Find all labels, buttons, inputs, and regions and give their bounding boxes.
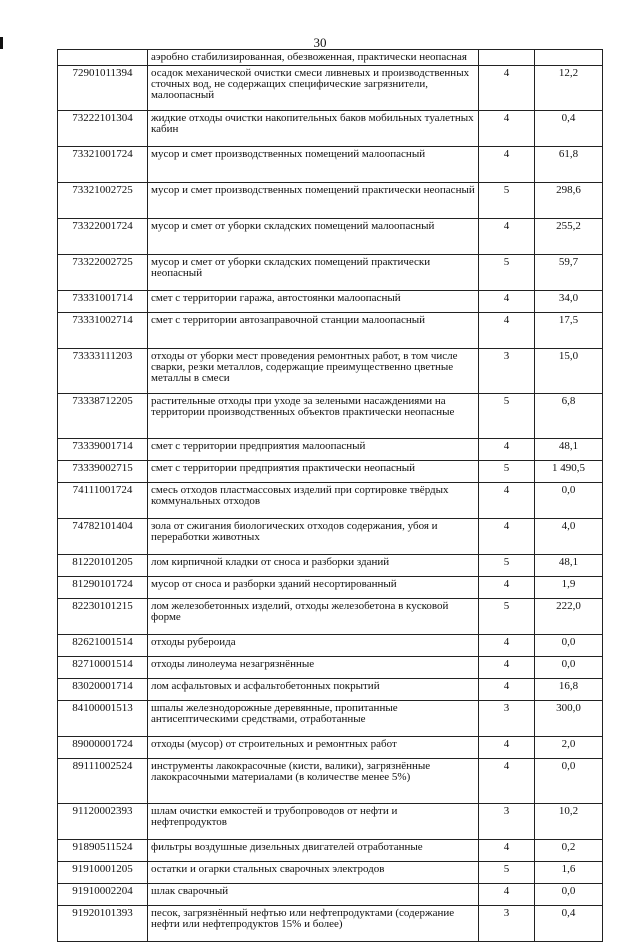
hazard-class-cell: 5 bbox=[479, 183, 535, 219]
amount-cell: 298,6 bbox=[535, 183, 603, 219]
hazard-class-cell: 5 bbox=[479, 862, 535, 884]
hazard-class-cell: 5 bbox=[479, 599, 535, 635]
table-row bbox=[58, 255, 603, 291]
amount-cell: 17,5 bbox=[535, 313, 603, 349]
waste-name-cell: фильтры воздушные дизельных двигателей отработанные bbox=[148, 840, 479, 862]
waste-code-cell: 84100001513 bbox=[58, 701, 148, 737]
waste-name-cell: шпалы железнодорожные деревянные, пропитанные антисептическими средствами, отработанные bbox=[148, 701, 479, 737]
waste-name-cell: зола от сжигания биологических отходов содержания, убоя и переработки животных bbox=[148, 519, 479, 555]
waste-code-cell: 73322002725 bbox=[58, 255, 148, 291]
waste-code-cell: 73222101304 bbox=[58, 111, 148, 147]
amount-cell: 34,0 bbox=[535, 291, 603, 313]
waste-name-cell: мусор и смет от уборки складских помещений малоопасный bbox=[148, 219, 479, 255]
hazard-class-cell: 4 bbox=[479, 147, 535, 183]
table-row bbox=[58, 461, 603, 483]
hazard-class-cell: 4 bbox=[479, 657, 535, 679]
hazard-class-cell: 4 bbox=[479, 313, 535, 349]
hazard-class-cell: 4 bbox=[479, 840, 535, 862]
table-row bbox=[58, 555, 603, 577]
hazard-class-cell: 5 bbox=[479, 461, 535, 483]
waste-code-cell: 81290101724 bbox=[58, 577, 148, 599]
waste-code-cell: 73333111203 bbox=[58, 349, 148, 394]
table-row bbox=[58, 313, 603, 349]
waste-name-cell: песок, загрязнённый нефтью или нефтепродуктами (содержание нефти или нефтепродуктов 15% и более) bbox=[148, 906, 479, 942]
waste-name-cell: лом асфальтовых и асфальтобетонных покрытий bbox=[148, 679, 479, 701]
waste-name-cell: аэробно стабилизированная, обезвоженная, практически неопасная bbox=[148, 50, 479, 66]
waste-code-cell: 91910002204 bbox=[58, 884, 148, 906]
table-row bbox=[58, 701, 603, 737]
amount-cell: 59,7 bbox=[535, 255, 603, 291]
table-row bbox=[58, 679, 603, 701]
waste-name-cell: мусор и смет от уборки складских помещений практически неопасный bbox=[148, 255, 479, 291]
waste-code-cell: 73331002714 bbox=[58, 313, 148, 349]
waste-name-cell: отходы (мусор) от строительных и ремонтных работ bbox=[148, 737, 479, 759]
waste-name-cell: жидкие отходы очистки накопительных баков мобильных туалетных кабин bbox=[148, 111, 479, 147]
waste-name-cell: смет с территории предприятия малоопасный bbox=[148, 439, 479, 461]
amount-cell: 0,2 bbox=[535, 840, 603, 862]
table-row bbox=[58, 394, 603, 439]
waste-name-cell: остатки и огарки стальных сварочных электродов bbox=[148, 862, 479, 884]
waste-code-cell: 74111001724 bbox=[58, 483, 148, 519]
amount-cell bbox=[535, 50, 603, 66]
table-row bbox=[58, 50, 603, 66]
table-row bbox=[58, 840, 603, 862]
waste-name-cell: мусор и смет производственных помещений практически неопасный bbox=[148, 183, 479, 219]
waste-code-cell: 73322001724 bbox=[58, 219, 148, 255]
waste-code-cell: 72901011394 bbox=[58, 66, 148, 111]
waste-code-cell: 82621001514 bbox=[58, 635, 148, 657]
table-row bbox=[58, 657, 603, 679]
hazard-class-cell: 4 bbox=[479, 111, 535, 147]
hazard-class-cell: 5 bbox=[479, 555, 535, 577]
waste-code-cell: 73331001714 bbox=[58, 291, 148, 313]
table-row bbox=[58, 862, 603, 884]
waste-name-cell: мусор от сноса и разборки зданий несортированный bbox=[148, 577, 479, 599]
hazard-class-cell: 4 bbox=[479, 291, 535, 313]
hazard-class-cell: 4 bbox=[479, 219, 535, 255]
waste-code-cell: 81220101205 bbox=[58, 555, 148, 577]
table-row bbox=[58, 147, 603, 183]
hazard-class-cell: 3 bbox=[479, 906, 535, 942]
table-row bbox=[58, 577, 603, 599]
waste-code-cell: 89111002524 bbox=[58, 759, 148, 804]
amount-cell: 61,8 bbox=[535, 147, 603, 183]
hazard-class-cell: 3 bbox=[479, 701, 535, 737]
amount-cell: 0,4 bbox=[535, 906, 603, 942]
table-row bbox=[58, 804, 603, 840]
table-row bbox=[58, 349, 603, 394]
table-row bbox=[58, 291, 603, 313]
hazard-class-cell: 4 bbox=[479, 483, 535, 519]
waste-name-cell: смет с территории предприятия практически неопасный bbox=[148, 461, 479, 483]
waste-name-cell: смет с территории гаража, автостоянки малоопасный bbox=[148, 291, 479, 313]
amount-cell: 300,0 bbox=[535, 701, 603, 737]
hazard-class-cell: 4 bbox=[479, 737, 535, 759]
amount-cell: 2,0 bbox=[535, 737, 603, 759]
amount-cell: 222,0 bbox=[535, 599, 603, 635]
table-row bbox=[58, 183, 603, 219]
amount-cell: 1,9 bbox=[535, 577, 603, 599]
waste-name-cell: шлак сварочный bbox=[148, 884, 479, 906]
waste-name-cell: отходы рубероида bbox=[148, 635, 479, 657]
hazard-class-cell: 4 bbox=[479, 635, 535, 657]
hazard-class-cell: 4 bbox=[479, 884, 535, 906]
hazard-class-cell: 4 bbox=[479, 679, 535, 701]
hazard-class-cell: 5 bbox=[479, 255, 535, 291]
waste-name-cell: смесь отходов пластмассовых изделий при сортировке твёрдых коммунальных отходов bbox=[148, 483, 479, 519]
waste-code-cell: 89000001724 bbox=[58, 737, 148, 759]
waste-code-cell: 74782101404 bbox=[58, 519, 148, 555]
table-row bbox=[58, 737, 603, 759]
waste-name-cell: смет с территории автозаправочной станции малоопасный bbox=[148, 313, 479, 349]
waste-name-cell: отходы линолеума незагрязнённые bbox=[148, 657, 479, 679]
waste-code-cell: 73321002725 bbox=[58, 183, 148, 219]
waste-name-cell: растительные отходы при уходе за зелеными насаждениями на территории производственных объектов практически неопасные bbox=[148, 394, 479, 439]
table-row bbox=[58, 906, 603, 942]
waste-name-cell: лом кирпичной кладки от сноса и разборки зданий bbox=[148, 555, 479, 577]
amount-cell: 1 490,5 bbox=[535, 461, 603, 483]
waste-code-cell: 91890511524 bbox=[58, 840, 148, 862]
amount-cell: 10,2 bbox=[535, 804, 603, 840]
table-row bbox=[58, 66, 603, 111]
table-row bbox=[58, 635, 603, 657]
waste-name-cell: шлам очистки емкостей и трубопроводов от нефти и нефтепродуктов bbox=[148, 804, 479, 840]
amount-cell: 0,0 bbox=[535, 759, 603, 804]
page-number: 30 bbox=[313, 35, 327, 50]
waste-code-cell: 82230101215 bbox=[58, 599, 148, 635]
hazard-class-cell bbox=[479, 50, 535, 66]
waste-name-cell: мусор и смет производственных помещений малоопасный bbox=[148, 147, 479, 183]
amount-cell: 48,1 bbox=[535, 555, 603, 577]
hazard-class-cell: 4 bbox=[479, 66, 535, 111]
table-row bbox=[58, 599, 603, 635]
waste-code-cell: 91120002393 bbox=[58, 804, 148, 840]
amount-cell: 255,2 bbox=[535, 219, 603, 255]
amount-cell: 12,2 bbox=[535, 66, 603, 111]
table-row bbox=[58, 759, 603, 804]
waste-table bbox=[57, 49, 603, 942]
waste-name-cell: отходы от уборки мест проведения ремонтных работ, в том числе сварки, резки металлов, содержащие преимущественно цветные металлы в смеси bbox=[148, 349, 479, 394]
waste-name-cell: инструменты лакокрасочные (кисти, валики), загрязнённые лакокрасочными материалами (в количестве менее 5%) bbox=[148, 759, 479, 804]
table-row bbox=[58, 439, 603, 461]
hazard-class-cell: 4 bbox=[479, 577, 535, 599]
waste-code-cell: 73338712205 bbox=[58, 394, 148, 439]
hazard-class-cell: 5 bbox=[479, 394, 535, 439]
waste-code-cell: 73339002715 bbox=[58, 461, 148, 483]
amount-cell: 4,0 bbox=[535, 519, 603, 555]
waste-code-cell: 91920101393 bbox=[58, 906, 148, 942]
waste-code-cell: 83020001714 bbox=[58, 679, 148, 701]
amount-cell: 16,8 bbox=[535, 679, 603, 701]
table-row bbox=[58, 884, 603, 906]
table-row bbox=[58, 519, 603, 555]
table-row bbox=[58, 219, 603, 255]
waste-code-cell: 82710001514 bbox=[58, 657, 148, 679]
amount-cell: 0,0 bbox=[535, 884, 603, 906]
waste-table-body bbox=[58, 50, 603, 942]
hazard-class-cell: 4 bbox=[479, 759, 535, 804]
table-row bbox=[58, 111, 603, 147]
amount-cell: 0,0 bbox=[535, 657, 603, 679]
waste-code-cell bbox=[58, 50, 148, 66]
hazard-class-cell: 3 bbox=[479, 349, 535, 394]
hazard-class-cell: 3 bbox=[479, 804, 535, 840]
hazard-class-cell: 4 bbox=[479, 439, 535, 461]
waste-code-cell: 73339001714 bbox=[58, 439, 148, 461]
hazard-class-cell: 4 bbox=[479, 519, 535, 555]
amount-cell: 1,6 bbox=[535, 862, 603, 884]
amount-cell: 15,0 bbox=[535, 349, 603, 394]
waste-code-cell: 91910001205 bbox=[58, 862, 148, 884]
amount-cell: 0,0 bbox=[535, 483, 603, 519]
table-row bbox=[58, 483, 603, 519]
amount-cell: 0,4 bbox=[535, 111, 603, 147]
amount-cell: 48,1 bbox=[535, 439, 603, 461]
waste-name-cell: осадок механической очистки смеси ливневых и производственных сточных вод, не содержащих специфические загрязнители, малоопасный bbox=[148, 66, 479, 111]
waste-name-cell: лом железобетонных изделий, отходы железобетона в кусковой форме bbox=[148, 599, 479, 635]
amount-cell: 0,0 bbox=[535, 635, 603, 657]
waste-code-cell: 73321001724 bbox=[58, 147, 148, 183]
amount-cell: 6,8 bbox=[535, 394, 603, 439]
